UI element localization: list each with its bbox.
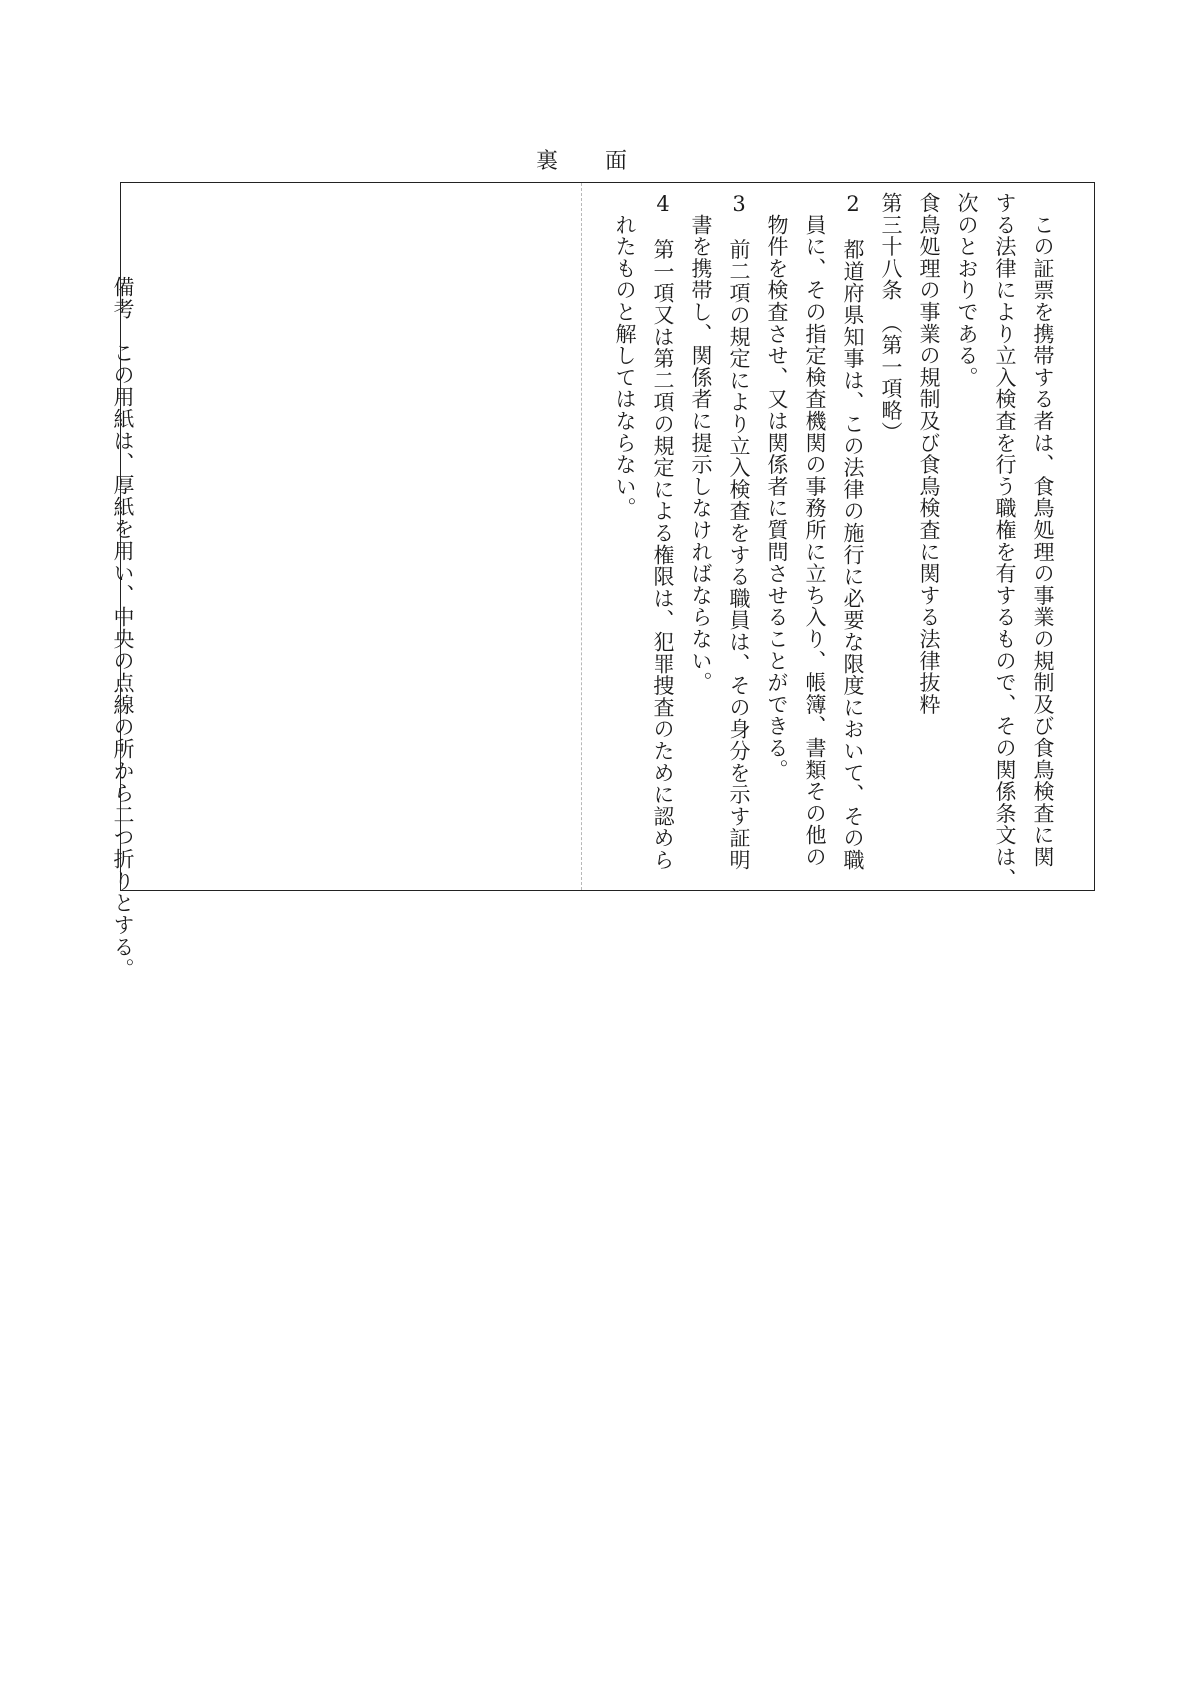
paragraph2-column-3: 物件を検査させ、又は関係者に質問させることができる。 — [765, 192, 789, 781]
remarks-label: 備考 — [111, 276, 135, 320]
paragraph2-column-1: 2 都道府県知事は、この法律の施行に必要な限度において、その職 — [841, 192, 865, 871]
intro-column-2: する法律により立入検査を行う職権を有するもので、その関係条文は、 — [993, 192, 1017, 890]
center-fold-line — [581, 183, 582, 890]
intro-column-3: 次のとおりである。 — [955, 192, 979, 389]
back-side-label: 裏 面 — [536, 149, 629, 174]
paragraph3-column-2: 書を携帯し、関係者に提示しなければならない。 — [689, 192, 713, 694]
paragraph2-column-2: 員に、その指定検査機関の事務所に立ち入り、帳簿、書類その他の — [803, 192, 827, 868]
paragraph4-column-2: れたものと解してはならない。 — [613, 192, 637, 519]
paragraph4-column-1: 4 第一項又は第二項の規定による権限は、犯罪捜査のために認めら — [651, 192, 675, 871]
article-heading-column: 第三十八条 （第一項略） — [879, 192, 903, 444]
remarks-text: この用紙は、厚紙を用い、中央の点線の所から二つ折りとする。 — [111, 320, 135, 980]
law-title-column: 食鳥処理の事業の規制及び食鳥検査に関する法律抜粋 — [917, 192, 941, 716]
legal-text-block — [606, 192, 1062, 892]
paragraph3-column-1: 3 前二項の規定により立入検査をする職員は、その身分を示す証明 — [727, 192, 751, 871]
intro-column-1: この証票を携帯する者は、食鳥処理の事業の規制及び食鳥検査に関 — [1031, 192, 1055, 868]
content-frame — [120, 182, 1095, 891]
